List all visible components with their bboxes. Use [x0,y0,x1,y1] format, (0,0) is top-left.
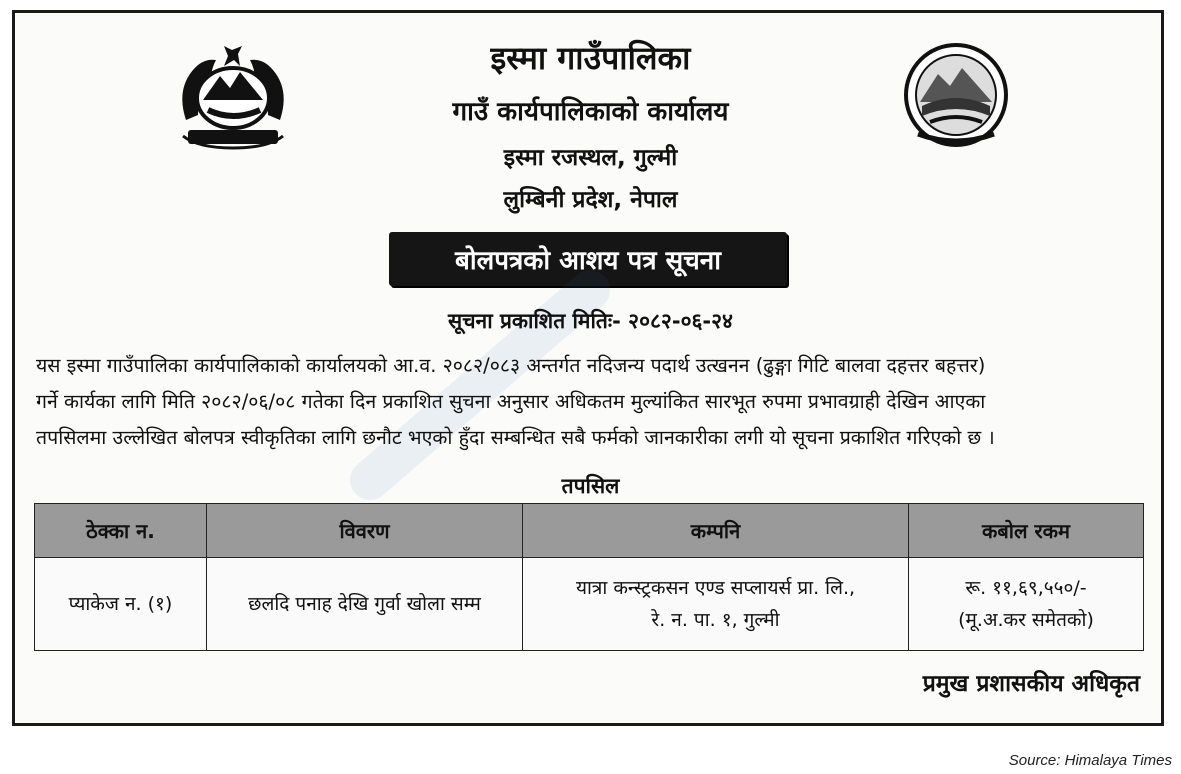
company-address: रे. न. पा. १, गुल्मी [651,609,780,631]
notice-title [389,232,787,286]
amount-value: रू. ११,६९,५५०/- [965,577,1087,599]
table-header-row [35,504,1144,558]
notice-body [36,348,1146,456]
office-address: इस्मा रजस्थल, गुल्मी [503,145,678,171]
award-table [34,503,1144,651]
table-heading: तपसिल [561,474,620,498]
publication-date-value: २०८२-०६-२४ [628,309,733,333]
cell-company [523,558,909,651]
header-company: कम्पनि [523,504,909,558]
cell-amount [909,558,1144,651]
signatory: प्रमुख प्रशासकीय अधिकृत [922,671,1140,697]
body-line: तपसिलमा उल्लेखित बोलपत्र स्वीकृतिका लागि छनौट भएको हुँदा सम्बन्धित सबै फर्मको जानकारीका लगी यो सूचना प्रकाशित गरिएको छ । [36,426,995,449]
office-name: गाउँ कार्यपालिकाको कार्यालय [452,97,729,127]
table-row [35,558,1144,651]
cell-contract-no: प्याकेज न. (१) [35,558,207,651]
municipality-name: इस्मा गाउँपालिका [490,39,691,77]
company-name: यात्रा कन्स्ट्रकसन एण्ड सप्लायर्स प्रा. लि., [575,577,856,599]
body-line: गर्ने कार्यका लागि मिति २०८२/०६/०८ गतेका दिन प्रकाशित सुचना अनुसार अधिकतम मुल्यांकित सारभूत रुपमा प्रभावग्राही देखिन आएका [36,390,986,413]
publication-label: सूचना प्रकाशित मितिः- [448,309,621,333]
body-line: यस इस्मा गाउँपालिका कार्यपालिकाको कार्यालयको आ.व. २०८२/०८३ अन्तर्गत नदिजन्य पदार्थ उत्खनन (ढुङ्गा गिटि बालवा दहत्तर बहत्तर) [36,354,986,377]
header-contract-no: ठेक्का न. [35,504,207,558]
notice-title-text: बोलपत्रको आशय पत्र सूचना [455,246,721,276]
cell-description: छलदि पनाह देखि गुर्वा खोला सम्म [207,558,523,651]
source-credit: Source: Himalaya Times [1008,752,1172,769]
province-country: लुम्बिनी प्रदेश, नेपाल [503,187,678,213]
publication-date [0,307,1181,335]
amount-note: (मू.अ.कर समेतको) [958,609,1094,631]
header-amount: कबोल रकम [909,504,1144,558]
header-description: विवरण [207,504,523,558]
